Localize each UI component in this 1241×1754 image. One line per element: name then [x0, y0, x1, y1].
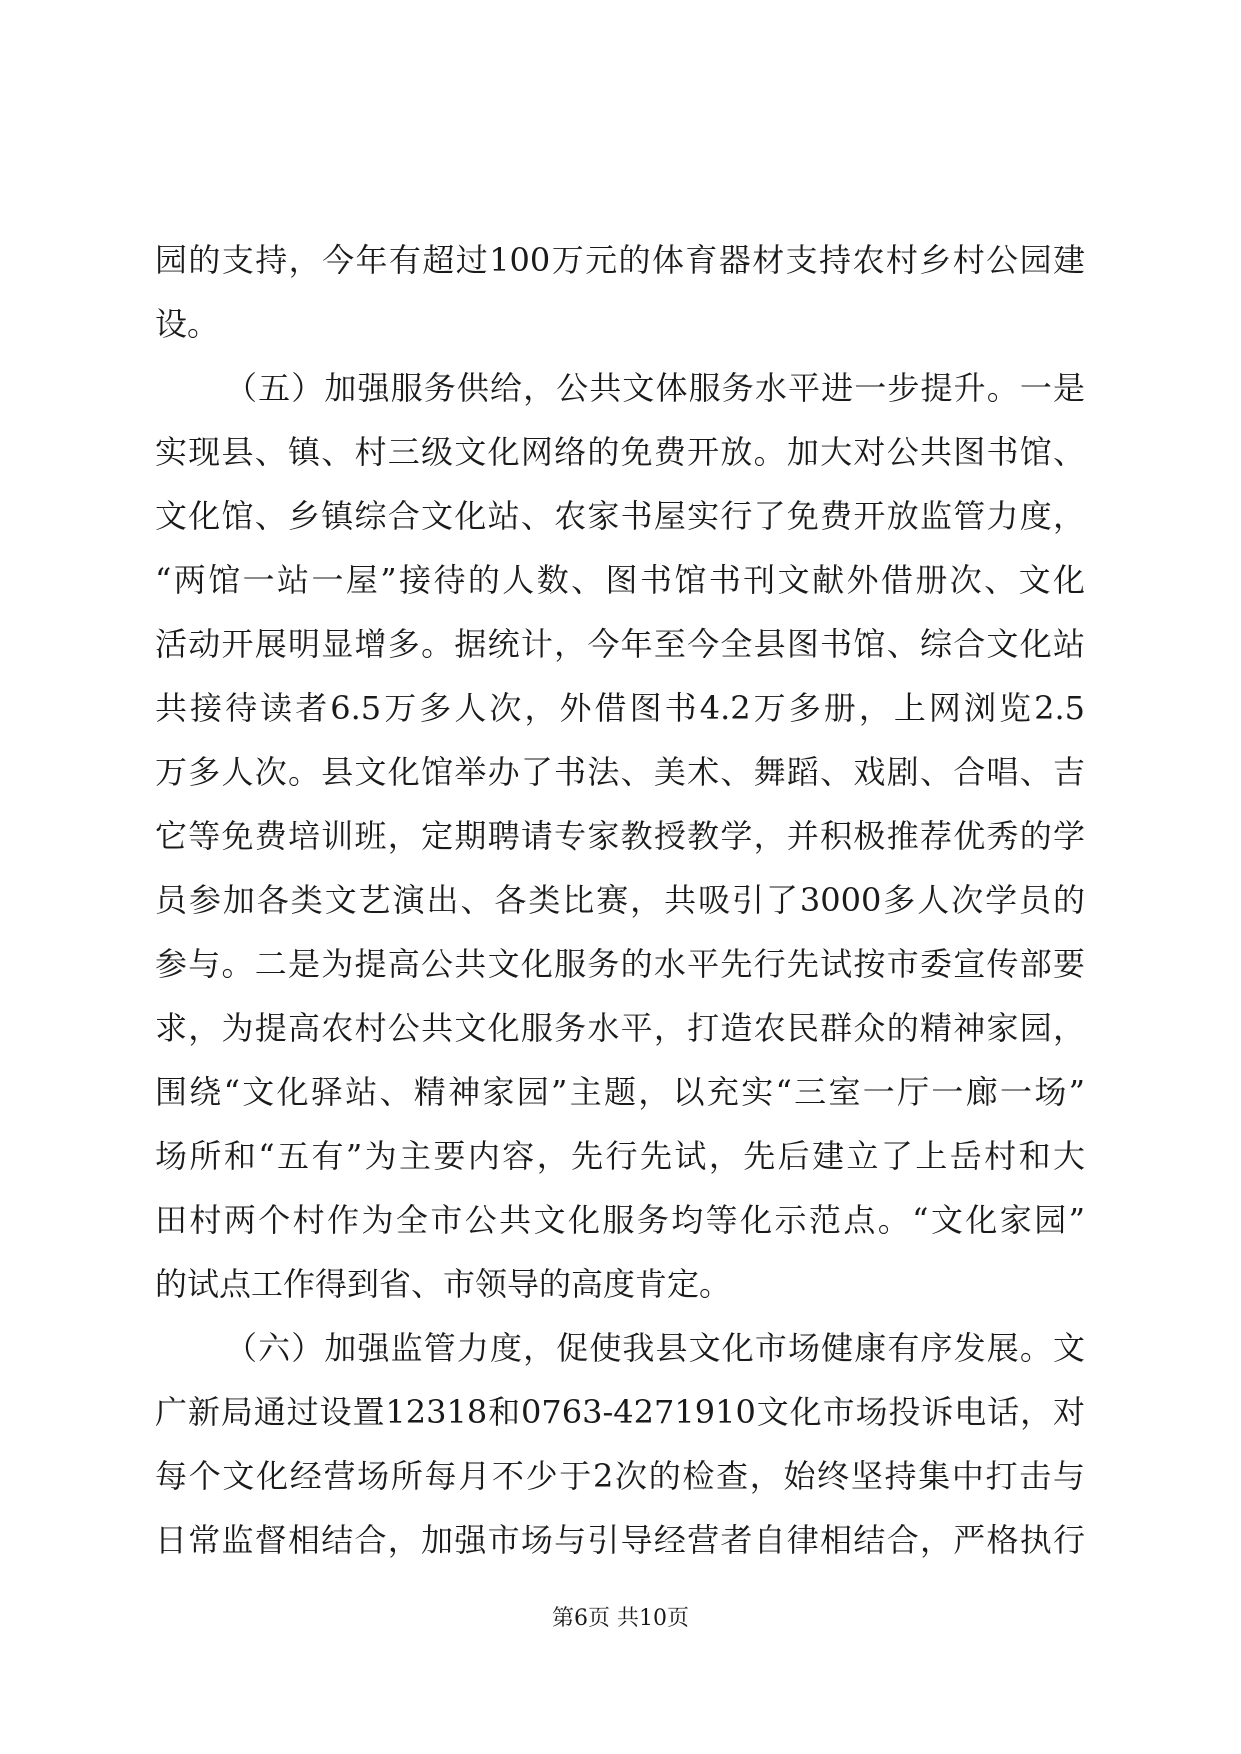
text-line: 围绕“文化驿站、精神家园”主题，以充实“三室一厅一廊一场” [155, 1073, 1085, 1111]
section-heading-line: （六）加强监管力度，促使我县文化市场健康有序发展。文 [225, 1329, 1085, 1367]
text-line: 设。 [155, 305, 220, 343]
document-body [155, 228, 1085, 1572]
text-line: 求，为提高农村公共文化服务水平，打造农民群众的精神家园， [155, 1009, 1085, 1047]
text-line: “两馆一站一屋”接待的人数、图书馆书刊文献外借册次、文化 [155, 561, 1085, 599]
text-line: 日常监督相结合，加强市场与引导经营者自律相结合，严格执行 [155, 1521, 1085, 1559]
text-line: 参与。二是为提高公共文化服务的水平先行先试按市委宣传部要 [155, 945, 1085, 983]
text-line: 实现县、镇、村三级文化网络的免费开放。加大对公共图书馆、 [155, 433, 1085, 471]
text-line: 文化馆、乡镇综合文化站、农家书屋实行了免费开放监管力度， [155, 497, 1085, 535]
text-line: 活动开展明显增多。据统计，今年至今全县图书馆、综合文化站 [155, 625, 1085, 663]
text-line: 的试点工作得到省、市领导的高度肯定。 [155, 1265, 732, 1303]
text-line: 万多人次。县文化馆举办了书法、美术、舞蹈、戏剧、合唱、吉 [155, 753, 1085, 791]
text-line: 共接待读者6.5万多人次，外借图书4.2万多册，上网浏览2.5 [155, 689, 1085, 727]
text-line: 广新局通过设置12318和0763-4271910文化市场投诉电话，对 [155, 1393, 1085, 1431]
text-line: 每个文化经营场所每月不少于2次的检查，始终坚持集中打击与 [155, 1457, 1085, 1495]
page-number-footer: 第6页 共10页 [552, 1606, 689, 1631]
text-line: 场所和“五有”为主要内容，先行先试，先后建立了上岳村和大 [155, 1137, 1085, 1175]
section-heading-line: （五）加强服务供给，公共文体服务水平进一步提升。一是 [225, 369, 1085, 407]
text-line: 田村两个村作为全市公共文化服务均等化示范点。“文化家园” [155, 1201, 1085, 1239]
text-line: 它等免费培训班，定期聘请专家教授教学，并积极推荐优秀的学 [155, 817, 1085, 855]
text-line: 园的支持，今年有超过100万元的体育器材支持农村乡村公园建 [155, 241, 1085, 279]
text-line: 员参加各类文艺演出、各类比赛，共吸引了3000多人次学员的 [155, 881, 1085, 919]
